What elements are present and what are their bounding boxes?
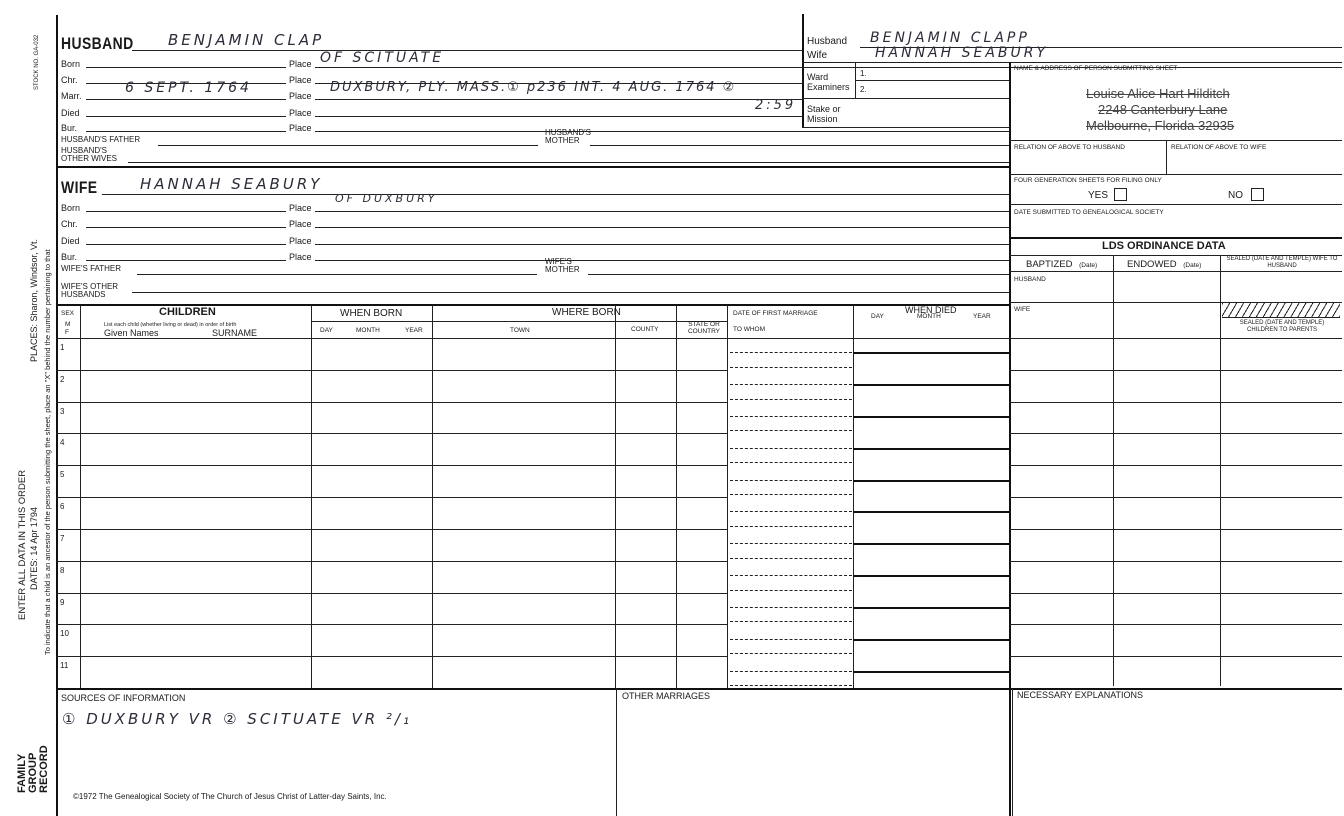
husband-marr-date-line bbox=[86, 99, 286, 100]
wife-heading: WIFE bbox=[61, 178, 98, 197]
row-number: 5 bbox=[60, 470, 65, 479]
no-checkbox[interactable] bbox=[1251, 188, 1264, 201]
husband-chr-label: Chr. bbox=[61, 75, 78, 85]
top-mid-divider bbox=[802, 14, 804, 128]
date-submitted-label: DATE SUBMITTED TO GENEALOGICAL SOCIETY bbox=[1014, 209, 1164, 216]
died-year-label: YEAR bbox=[973, 313, 991, 320]
county-label: COUNTY bbox=[631, 326, 659, 333]
examiners-label: Examiners bbox=[807, 82, 850, 92]
marriage-date-dash bbox=[730, 607, 852, 608]
left-border bbox=[56, 15, 58, 816]
state-label: STATE OR COUNTRY bbox=[687, 321, 721, 335]
surname-label: SURNAME bbox=[212, 328, 258, 338]
husband-died-label: Died bbox=[61, 108, 80, 118]
wife-name-line bbox=[102, 194, 1009, 195]
marriage-whom-dash bbox=[730, 526, 852, 527]
lds-endowed-date: (Date) bbox=[1183, 262, 1202, 269]
husband-father-line bbox=[158, 145, 538, 146]
submitter-line-1[interactable]: Louise Alice Hart Hilditch bbox=[1086, 86, 1230, 101]
marriage-whom-dash bbox=[730, 653, 852, 654]
wife-born-date-line bbox=[86, 211, 286, 212]
husband-name-line bbox=[132, 50, 802, 51]
lds-row bbox=[1009, 497, 1342, 498]
form-title bbox=[17, 745, 50, 793]
lds-row bbox=[1009, 433, 1342, 434]
husband-father-label: HUSBAND'S FATHER bbox=[61, 135, 141, 144]
lds-col-2 bbox=[1220, 255, 1221, 686]
footer-divider-2 bbox=[1012, 688, 1013, 816]
wife-other-husbands-line bbox=[132, 292, 1009, 293]
explanations-label: NECESSARY EXPLANATIONS bbox=[1017, 690, 1144, 700]
right-husband-label: Husband bbox=[807, 36, 848, 47]
lds-baptized-text: BAPTIZED bbox=[1026, 259, 1073, 270]
four-gen-bottom-line bbox=[1009, 204, 1342, 205]
husband-died-place-label: Place bbox=[289, 108, 312, 118]
died-line-bold bbox=[853, 416, 1009, 418]
lds-row bbox=[1009, 370, 1342, 371]
lds-col-1 bbox=[1113, 255, 1114, 686]
form-title-line-1: FAMILY bbox=[16, 753, 28, 793]
born-year-label: YEAR bbox=[405, 327, 423, 334]
husband-mother-line bbox=[590, 145, 1009, 146]
submitter-line-3[interactable]: Melbourne, Florida 32935 bbox=[1086, 118, 1235, 133]
lds-endowed-text: ENDOWED bbox=[1127, 259, 1177, 270]
lds-husband-label: HUSBAND bbox=[1014, 276, 1046, 283]
wife-father-line bbox=[137, 274, 537, 275]
died-line-bold bbox=[853, 448, 1009, 450]
wife-mother-label: WIFE'S MOTHER bbox=[545, 257, 580, 274]
lds-title: LDS ORDINANCE DATA bbox=[1102, 240, 1226, 252]
wife-chr-date-line bbox=[86, 227, 286, 228]
sources-value[interactable]: ① DUXBURY VR ② SCITUATE VR ²/₁ bbox=[62, 710, 412, 728]
marriage-date-dash bbox=[730, 416, 852, 417]
marriage-whom-dash bbox=[730, 462, 852, 463]
sex-m: M bbox=[65, 321, 71, 328]
husband-marr-place-line bbox=[315, 99, 803, 100]
lds-row bbox=[1009, 529, 1342, 530]
given-names-label: Given Names bbox=[104, 328, 159, 338]
ward-label: Ward bbox=[807, 72, 829, 82]
copyright: ©1972 The Genealogical Society of The Church of Jesus Christ of Latter-day Saints, Inc. bbox=[73, 792, 387, 801]
wife-name-value[interactable]: HANNAH SEABURY bbox=[140, 175, 323, 193]
husband-section-bottom bbox=[56, 166, 1009, 168]
lds-baptized-date: (Date) bbox=[1079, 262, 1098, 269]
wife-chr-place-label: Place bbox=[289, 219, 312, 229]
wife-bur-place-label: Place bbox=[289, 252, 312, 262]
born-month-label: MONTH bbox=[356, 327, 380, 334]
row-number: 8 bbox=[60, 566, 65, 575]
row-number: 10 bbox=[60, 629, 69, 638]
husband-heading: HUSBAND bbox=[61, 34, 134, 53]
husband-died-date-line bbox=[86, 116, 286, 117]
wife-died-date-line bbox=[86, 244, 286, 245]
lds-row bbox=[1009, 465, 1342, 466]
marriage-date-dash bbox=[730, 575, 852, 576]
marriage-date-dash bbox=[730, 448, 852, 449]
marriage-whom-dash bbox=[730, 494, 852, 495]
yes-label: YES bbox=[1088, 190, 1109, 201]
town-label: TOWN bbox=[510, 327, 530, 334]
marriage-whom-dash bbox=[730, 621, 852, 622]
wife-bur-place-line bbox=[315, 260, 1009, 261]
places-note: PLACES: Sharon, Windsor, Vt. bbox=[29, 238, 39, 362]
marriage-date-dash bbox=[730, 384, 852, 385]
born-day-label: DAY bbox=[320, 327, 333, 334]
husband-bur-label: Bur. bbox=[61, 123, 78, 133]
row-number: 1 bbox=[60, 343, 65, 352]
wife-chr-place-line bbox=[315, 227, 1009, 228]
grid-col-6 bbox=[727, 305, 728, 688]
relation-bottom-line bbox=[1009, 174, 1342, 175]
when-born-label: WHEN BORN bbox=[340, 308, 403, 319]
table-row bbox=[56, 561, 727, 562]
footer-divider-1 bbox=[616, 688, 617, 816]
children-note: List each child (whether living or dead) in order of birth bbox=[104, 322, 237, 328]
husband-other-wives-label: HUSBAND'S OTHER WIVES bbox=[61, 146, 118, 163]
dates-note: DATES: 14 Apr 1794 bbox=[29, 507, 39, 590]
row-number: 7 bbox=[60, 534, 65, 543]
children-title: CHILDREN bbox=[159, 306, 216, 318]
marriage-date-dash bbox=[730, 671, 852, 672]
husband-other-wives-line bbox=[128, 162, 1009, 163]
husband-mother-label: HUSBAND'S MOTHER bbox=[545, 128, 591, 145]
wife-born-label: Born bbox=[61, 203, 81, 213]
died-day-label: DAY bbox=[871, 313, 884, 320]
died-line-bold bbox=[853, 607, 1009, 609]
husband-bur-place-line bbox=[315, 131, 1009, 132]
table-row bbox=[56, 656, 727, 657]
died-line-bold bbox=[853, 511, 1009, 513]
row-number: 6 bbox=[60, 502, 65, 511]
row-number: 11 bbox=[60, 661, 69, 670]
died-line-bold bbox=[853, 543, 1009, 545]
table-row bbox=[56, 624, 727, 625]
husband-marr-place-label: Place bbox=[289, 91, 312, 101]
lds-sealed-wife-label: SEALED (DATE AND TEMPLE) WIFE TO HUSBAND bbox=[1226, 256, 1338, 269]
wife-born-place-value[interactable]: OF DUXBURY bbox=[335, 192, 438, 205]
husband-born-place-line bbox=[315, 67, 1342, 68]
row-number: 2 bbox=[60, 375, 65, 384]
to-whom-label: TO WHOM bbox=[733, 326, 766, 333]
husband-born-date-line bbox=[86, 67, 286, 68]
marriage-whom-dash bbox=[730, 430, 852, 431]
examiner-bottom-line bbox=[802, 98, 1009, 99]
lds-endowed-label bbox=[1127, 260, 1201, 271]
lds-sealed-children-label: SEALED (DATE AND TEMPLE) CHILDREN TO PARENTS bbox=[1239, 320, 1325, 333]
stake-bottom-line bbox=[802, 127, 1009, 128]
grid-col-7 bbox=[853, 305, 854, 688]
wife-born-place-label: Place bbox=[289, 203, 312, 213]
husband-chr-place-label: Place bbox=[289, 75, 312, 85]
submitter-line-2[interactable]: 2248 Canterbury Lane bbox=[1098, 102, 1228, 117]
sex-f: F bbox=[65, 329, 69, 336]
lds-row-0 bbox=[1009, 338, 1342, 339]
when-died-label: WHEN DIED bbox=[905, 305, 957, 315]
husband-marr-label: Marr. bbox=[61, 91, 82, 101]
no-label: NO bbox=[1228, 190, 1243, 201]
lds-hatched-area bbox=[1222, 303, 1340, 318]
row-number: 9 bbox=[60, 598, 65, 607]
examiner-1: 1. bbox=[860, 69, 867, 78]
lds-row bbox=[1009, 402, 1342, 403]
right-wife-line bbox=[802, 62, 1342, 63]
wife-died-place-line bbox=[315, 244, 1009, 245]
died-line-bold bbox=[853, 352, 1009, 354]
marriage-whom-dash bbox=[730, 685, 852, 686]
lds-row bbox=[1009, 593, 1342, 594]
relation-wife-label: RELATION OF ABOVE TO WIFE bbox=[1171, 144, 1267, 151]
lds-row bbox=[1009, 656, 1342, 657]
enter-order-note: ENTER ALL DATA IN THIS ORDER bbox=[17, 469, 28, 620]
grid-subheader-line bbox=[311, 321, 727, 322]
died-line-bold bbox=[853, 575, 1009, 577]
footer-top-line bbox=[56, 688, 1342, 690]
four-gen-label: FOUR GENERATION SHEETS FOR FILING ONLY bbox=[1014, 177, 1162, 184]
husband-bur-date-line bbox=[86, 131, 286, 132]
marriage-whom-dash bbox=[730, 558, 852, 559]
relation-top-line bbox=[1009, 140, 1342, 141]
husband-born-place-label: Place bbox=[289, 59, 312, 69]
right-column-divider bbox=[1009, 62, 1011, 816]
wife-other-husbands-label: WIFE'S OTHER HUSBANDS bbox=[61, 282, 119, 299]
marriage-date-dash bbox=[730, 480, 852, 481]
wife-bur-date-line bbox=[86, 260, 286, 261]
right-husband-value[interactable]: BENJAMIN CLAPP bbox=[870, 30, 1030, 46]
marriage-date-dash bbox=[730, 543, 852, 544]
died-line-bold bbox=[853, 639, 1009, 641]
marriage-whom-dash bbox=[730, 399, 852, 400]
wife-born-place-line bbox=[315, 211, 1009, 212]
submitter-label: NAME & ADDRESS OF PERSON SUBMITTING SHEET bbox=[1014, 65, 1178, 72]
husband-marr-place-value[interactable]: DUXBURY, PLY. MASS.① p236 INT. 4 AUG. 1764 ② bbox=[330, 80, 737, 95]
husband-born-place-value[interactable]: OF SCITUATE bbox=[320, 50, 445, 66]
wife-mother-line bbox=[588, 274, 1009, 275]
form-title-line-3: RECORD bbox=[38, 745, 50, 793]
stock-number: STOCK NO. GA-032 bbox=[34, 34, 40, 90]
date-submitted-bottom-line bbox=[1009, 237, 1342, 239]
lds-wife-label: WIFE bbox=[1014, 306, 1031, 313]
table-row bbox=[56, 370, 727, 371]
lds-row bbox=[1009, 561, 1342, 562]
sex-label: SEX bbox=[61, 310, 75, 317]
died-line-bold bbox=[853, 384, 1009, 386]
marriage-date-dash bbox=[730, 352, 852, 353]
wife-father-label: WIFE'S FATHER bbox=[61, 264, 122, 273]
husband-bur-place-label: Place bbox=[289, 123, 312, 133]
yes-checkbox[interactable] bbox=[1114, 188, 1127, 201]
died-month-label: MONTH bbox=[917, 313, 941, 320]
lds-row bbox=[1009, 624, 1342, 625]
table-row bbox=[56, 529, 727, 530]
lds-baptized-label bbox=[1026, 260, 1097, 271]
died-line-bold bbox=[853, 480, 1009, 482]
other-marriages-label: OTHER MARRIAGES bbox=[622, 691, 711, 701]
table-row bbox=[56, 593, 727, 594]
table-row bbox=[56, 497, 727, 498]
marriage-whom-dash bbox=[730, 590, 852, 591]
form-title-line-2: GROUP bbox=[27, 752, 39, 793]
marriage-whom-dash bbox=[730, 367, 852, 368]
examiner-2: 2. bbox=[860, 85, 867, 94]
relation-divider bbox=[1166, 140, 1167, 174]
ancestor-indicator-note: To indicate that a child is an ancestor of the person submitting the sheet, place an "X" behind the number pertaining to that bbox=[43, 249, 52, 655]
row-number: 4 bbox=[60, 438, 65, 447]
table-row bbox=[56, 465, 727, 466]
marriage-date-dash bbox=[730, 511, 852, 512]
stake-label: Stake or Mission bbox=[807, 104, 841, 124]
wife-died-label: Died bbox=[61, 236, 80, 246]
husband-marr-date-value[interactable]: 6 SEPT. 1764 bbox=[125, 80, 252, 96]
died-line-bold bbox=[853, 671, 1009, 673]
right-wife-label: Wife bbox=[807, 50, 827, 61]
table-row bbox=[56, 433, 727, 434]
wife-bur-label: Bur. bbox=[61, 252, 78, 262]
lds-header-bottom bbox=[1009, 271, 1342, 272]
first-marriage-label: DATE OF FIRST MARRIAGE bbox=[733, 310, 818, 317]
examiner-mid-line bbox=[855, 80, 1009, 81]
relation-husband-label: RELATION OF ABOVE TO HUSBAND bbox=[1014, 144, 1125, 151]
row-number: 3 bbox=[60, 407, 65, 416]
wife-died-place-label: Place bbox=[289, 236, 312, 246]
husband-born-label: Born bbox=[61, 59, 81, 69]
husband-name-value[interactable]: BENJAMIN CLAP bbox=[168, 31, 325, 49]
sources-label: SOURCES OF INFORMATION bbox=[61, 693, 186, 703]
right-wife-value[interactable]: HANNAH SEABURY bbox=[875, 45, 1049, 61]
husband-died-place-line bbox=[315, 116, 803, 117]
table-row bbox=[56, 402, 727, 403]
marriage-date-dash bbox=[730, 639, 852, 640]
wife-chr-label: Chr. bbox=[61, 219, 78, 229]
husband-marr-place-continued[interactable]: 2:59 bbox=[755, 98, 797, 113]
where-born-label: WHERE BORN bbox=[552, 307, 621, 318]
